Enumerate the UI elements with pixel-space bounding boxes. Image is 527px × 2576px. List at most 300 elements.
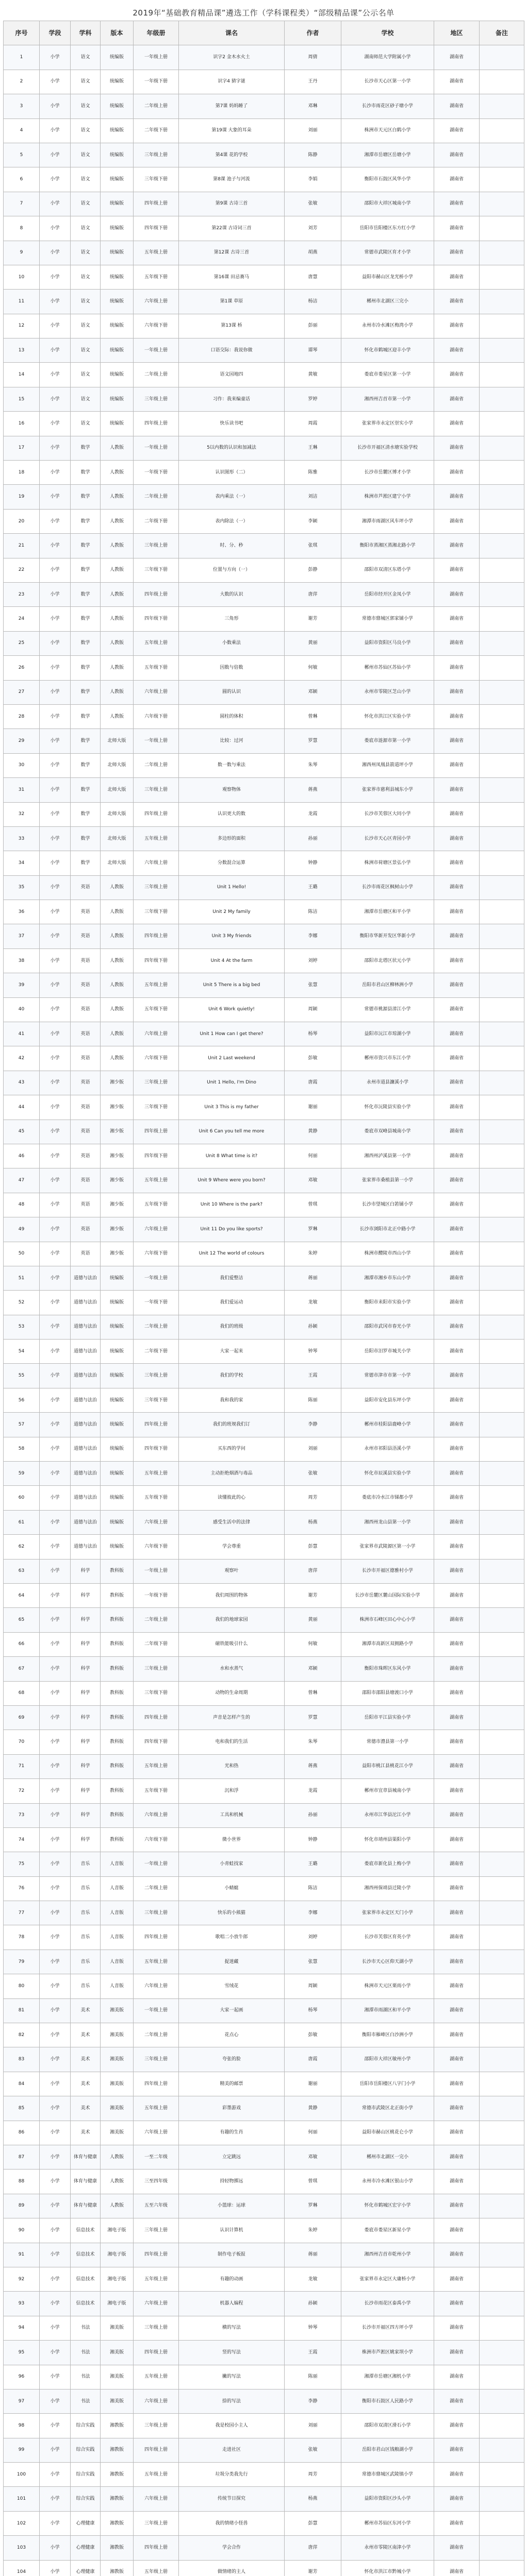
cell-note: [480, 1413, 524, 1437]
table-row: [4, 1730, 524, 1754]
cell-region: 湖南省: [434, 826, 480, 851]
cell-author: 朱婷: [285, 2218, 341, 2243]
cell-region: 湖南省: [434, 2316, 480, 2340]
cell-author: 张敏: [285, 1462, 341, 1486]
cell-version: 统编版: [101, 1535, 134, 1559]
cell-region: 湖南省: [434, 1827, 480, 1852]
cell-school: 长沙市雨花区砂子塘小学: [341, 94, 434, 118]
cell-number: 72: [4, 1779, 40, 1803]
cell-volume: 四年级上册: [134, 1120, 179, 1144]
table-header-row: [4, 21, 524, 45]
table-row: [4, 1315, 524, 1339]
cell-lesson: 认识图形（二）: [179, 461, 285, 485]
cell-author: 邓琳: [285, 94, 341, 118]
cell-author: 周倩: [285, 45, 341, 70]
cell-lesson: 声音是怎样产生的: [179, 1705, 285, 1730]
cell-number: 100: [4, 2463, 40, 2487]
table-row: [4, 1168, 524, 1193]
cell-number: 64: [4, 1584, 40, 1608]
cell-subject: 语文: [71, 338, 101, 363]
cell-author: 唐萍: [285, 1559, 341, 1583]
cell-author: 杨琴: [285, 1022, 341, 1046]
cell-author: 孙丽: [285, 1803, 341, 1827]
cell-version: 教科版: [101, 1681, 134, 1705]
cell-lesson: 我们爱整洁: [179, 1266, 285, 1290]
cell-school: 长沙市芙蓉区育英小学: [341, 1925, 434, 1950]
cell-subject: 道德与法治: [71, 1437, 101, 1461]
cell-region: 湖南省: [434, 461, 480, 485]
cell-author: 谢芳: [285, 2560, 341, 2576]
cell-stage: 小学: [40, 924, 71, 948]
cell-lesson: 水和水蒸气: [179, 1657, 285, 1681]
cell-number: 53: [4, 1315, 40, 1339]
cell-school: 永州市零陵区南津小学: [341, 2536, 434, 2560]
cell-note: [480, 1291, 524, 1315]
cell-region: 湖南省: [434, 2096, 480, 2121]
table-row: [4, 1095, 524, 1120]
cell-school: 张家界市永定区崇实小学: [341, 412, 434, 436]
table-row: [4, 1266, 524, 1290]
cell-note: [480, 1974, 524, 1998]
cell-number: 10: [4, 265, 40, 289]
cell-subject: 道德与法治: [71, 1291, 101, 1315]
cell-subject: 书法: [71, 2365, 101, 2389]
cell-note: [480, 997, 524, 1022]
cell-lesson: 小篮球：运球: [179, 2194, 285, 2218]
cell-region: 湖南省: [434, 1559, 480, 1583]
cell-number: 70: [4, 1730, 40, 1754]
cell-volume: 二年级下册: [134, 1340, 179, 1364]
cell-subject: 科学: [71, 1584, 101, 1608]
cell-stage: 小学: [40, 192, 71, 216]
cell-volume: 一年级下册: [134, 461, 179, 485]
cell-subject: 数学: [71, 509, 101, 533]
cell-subject: 音乐: [71, 1974, 101, 1998]
cell-lesson: 认识计算机: [179, 2218, 285, 2243]
cell-lesson: 横的写法: [179, 2316, 285, 2340]
cell-volume: 四年级上册: [134, 2438, 179, 2462]
cell-lesson: 三角形: [179, 607, 285, 631]
page-title: 2019年“基础教育精品课”遴选工作（学科课程类）“部级精品课”公示名单: [133, 8, 394, 18]
cell-volume: 五年级上册: [134, 2096, 179, 2121]
cell-lesson: 我们的班级: [179, 1315, 285, 1339]
cell-note: [480, 802, 524, 826]
cell-number: 40: [4, 997, 40, 1022]
cell-stage: 小学: [40, 2023, 71, 2047]
cell-volume: 六年级下册: [134, 314, 179, 338]
cell-number: 11: [4, 290, 40, 314]
cell-stage: 小学: [40, 1998, 71, 2023]
cell-version: 统编版: [101, 1413, 134, 1437]
cell-subject: 数学: [71, 582, 101, 606]
cell-region: 湖南省: [434, 1486, 480, 1510]
cell-school: 娄底市涟源市第一小学: [341, 729, 434, 753]
cell-school: 湘西州泸溪县第一小学: [341, 1144, 434, 1168]
cell-note: [480, 826, 524, 851]
cell-lesson: Unit 12 The world of colours: [179, 1242, 285, 1266]
cell-school: 益阳市赫山区桃花仑小学: [341, 2121, 434, 2145]
cell-number: 58: [4, 1437, 40, 1461]
cell-stage: 小学: [40, 314, 71, 338]
cell-region: 湖南省: [434, 1340, 480, 1364]
cell-lesson: 工具和机械: [179, 1803, 285, 1827]
cell-number: 59: [4, 1462, 40, 1486]
table-row: [4, 412, 524, 436]
table-row: [4, 45, 524, 70]
cell-number: 36: [4, 900, 40, 924]
cell-version: 教科版: [101, 1779, 134, 1803]
cell-version: 统编版: [101, 1388, 134, 1412]
cell-school: 益阳市桃江县桃花江小学: [341, 1754, 434, 1778]
cell-region: 湖南省: [434, 1950, 480, 1974]
cell-author: 陈洁: [285, 1876, 341, 1901]
cell-author: 谢丽: [285, 1095, 341, 1120]
cell-note: [480, 290, 524, 314]
cell-author: 彭敏: [285, 1046, 341, 1071]
cell-stage: 小学: [40, 2145, 71, 2169]
cell-lesson: 因数与倍数: [179, 656, 285, 680]
cell-stage: 小学: [40, 461, 71, 485]
cell-author: 唐慧: [285, 265, 341, 289]
cell-volume: 五年级上册: [134, 2365, 179, 2389]
cell-number: 37: [4, 924, 40, 948]
cell-volume: 五年级下册: [134, 997, 179, 1022]
cell-school: 永州市零陵区芝山小学: [341, 680, 434, 704]
cell-note: [480, 94, 524, 118]
table-row: [4, 241, 524, 265]
cell-lesson: 口语交际：我说你做: [179, 338, 285, 363]
cell-lesson: 走进社区: [179, 2438, 285, 2462]
cell-number: 89: [4, 2194, 40, 2218]
cell-number: 76: [4, 1876, 40, 1901]
cell-stage: 小学: [40, 216, 71, 241]
cell-subject: 数学: [71, 656, 101, 680]
cell-note: [480, 45, 524, 70]
cell-lesson: 时、分、秒: [179, 534, 285, 558]
cell-stage: 小学: [40, 1657, 71, 1681]
cell-volume: 三年级上册: [134, 2316, 179, 2340]
cell-stage: 小学: [40, 851, 71, 875]
cell-number: 14: [4, 363, 40, 387]
cell-stage: 小学: [40, 1071, 71, 1095]
cell-version: 人音版: [101, 1852, 134, 1876]
cell-volume: 五年级上册: [134, 2560, 179, 2576]
cell-stage: 小学: [40, 534, 71, 558]
table-row: [4, 265, 524, 289]
cell-volume: 五年级上册: [134, 2463, 179, 2487]
cell-school: 娄底市双峰县城南小学: [341, 1120, 434, 1144]
cell-note: [480, 167, 524, 192]
cell-number: 44: [4, 1095, 40, 1120]
cell-version: 统编版: [101, 143, 134, 167]
table-row: [4, 2365, 524, 2389]
cell-version: 人音版: [101, 1901, 134, 1925]
cell-note: [480, 2194, 524, 2218]
cell-note: [480, 1462, 524, 1486]
cell-school: 岳阳市汨罗市城关小学: [341, 1340, 434, 1364]
cell-version: 统编版: [101, 167, 134, 192]
cell-subject: 语文: [71, 118, 101, 143]
cell-note: [480, 2511, 524, 2535]
table-row: [4, 1584, 524, 1608]
cell-version: 湘美版: [101, 2316, 134, 2340]
cell-school: 岳阳市岳阳楼区八字门小学: [341, 2072, 434, 2096]
cell-author: 朱琴: [285, 753, 341, 777]
cell-lesson: 第22课 古诗词三首: [179, 216, 285, 241]
cell-note: [480, 1437, 524, 1461]
cell-school: 岳阳市岳阳楼区东方红小学: [341, 216, 434, 241]
cell-volume: 三年级上册: [134, 534, 179, 558]
cell-region: 湖南省: [434, 2292, 480, 2316]
cell-region: 湖南省: [434, 1998, 480, 2023]
cell-number: 86: [4, 2121, 40, 2145]
cell-volume: 六年级上册: [134, 1974, 179, 1998]
cell-region: 湖南省: [434, 900, 480, 924]
cell-note: [480, 851, 524, 875]
cell-school: 湘潭市高新区双拥路小学: [341, 1632, 434, 1656]
cell-author: 周霞: [285, 412, 341, 436]
cell-lesson: Unit 4 At the farm: [179, 948, 285, 973]
cell-volume: 二年级上册: [134, 94, 179, 118]
table-row: [4, 2170, 524, 2194]
cell-stage: 小学: [40, 2414, 71, 2438]
cell-volume: 三年级上册: [134, 2511, 179, 2535]
cell-school: 株洲市荷塘区景弘小学: [341, 851, 434, 875]
table-row: [4, 1291, 524, 1315]
cell-note: [480, 1486, 524, 1510]
cell-lesson: 我们爱运动: [179, 1291, 285, 1315]
cell-note: [480, 1535, 524, 1559]
table-row: [4, 1437, 524, 1461]
cell-subject: 美术: [71, 2023, 101, 2047]
cell-region: 湖南省: [434, 1071, 480, 1095]
cell-note: [480, 363, 524, 387]
table-row: [4, 1071, 524, 1095]
cell-version: 教科版: [101, 1803, 134, 1827]
cell-note: [480, 265, 524, 289]
cell-lesson: 比较：过河: [179, 729, 285, 753]
cell-school: 邵阳市大祥区城南小学: [341, 192, 434, 216]
cell-volume: 二年级下册: [134, 118, 179, 143]
cell-version: 人教版: [101, 680, 134, 704]
cell-volume: 一年级上册: [134, 729, 179, 753]
cell-lesson: 大数的认识: [179, 582, 285, 606]
cell-school: 郴州市北湖区三完小: [341, 290, 434, 314]
cell-number: 7: [4, 192, 40, 216]
cell-note: [480, 1022, 524, 1046]
cell-school: 岳阳市君山区钱粮湖小学: [341, 2438, 434, 2462]
cell-stage: 小学: [40, 1681, 71, 1705]
table-row: [4, 778, 524, 802]
cell-subject: 数学: [71, 729, 101, 753]
cell-lesson: 微小世界: [179, 1827, 285, 1852]
cell-volume: 四年级上册: [134, 2243, 179, 2267]
cell-note: [480, 2145, 524, 2169]
cell-school: 岳阳市君山区柳林洲小学: [341, 973, 434, 997]
cell-version: 人音版: [101, 1876, 134, 1901]
cell-note: [480, 314, 524, 338]
cell-lesson: 大家一起画: [179, 1998, 285, 2023]
cell-region: 湖南省: [434, 2438, 480, 2462]
cell-volume: 四年级下册: [134, 607, 179, 631]
cell-region: 湖南省: [434, 607, 480, 631]
cell-volume: 六年级下册: [134, 704, 179, 728]
cell-subject: 美术: [71, 1998, 101, 2023]
cell-note: [480, 656, 524, 680]
cell-subject: 美术: [71, 2121, 101, 2145]
cell-region: 湖南省: [434, 997, 480, 1022]
cell-note: [480, 1608, 524, 1632]
table-row: [4, 802, 524, 826]
cell-subject: 语文: [71, 412, 101, 436]
cell-number: 73: [4, 1803, 40, 1827]
cell-author: 陈洁: [285, 900, 341, 924]
cell-number: 82: [4, 2023, 40, 2047]
cell-school: 益阳市资阳区马良小学: [341, 631, 434, 655]
cell-lesson: 捺的写法: [179, 2389, 285, 2413]
cell-region: 湖南省: [434, 729, 480, 753]
cell-volume: 五年级下册: [134, 1779, 179, 1803]
cell-subject: 数学: [71, 461, 101, 485]
cell-note: [480, 534, 524, 558]
table-row: [4, 143, 524, 167]
cell-lesson: 歌唱二小放牛郎: [179, 1925, 285, 1950]
table-row: [4, 167, 524, 192]
cell-author: 王璐: [285, 875, 341, 900]
cell-note: [480, 2341, 524, 2365]
table-row: [4, 2047, 524, 2072]
cell-subject: 道德与法治: [71, 1535, 101, 1559]
cell-lesson: 垃圾分类我先行: [179, 2463, 285, 2487]
cell-subject: 体育与健康: [71, 2145, 101, 2169]
cell-version: 教科版: [101, 1559, 134, 1583]
cell-number: 39: [4, 973, 40, 997]
cell-school: 长沙市雨花区枫树山小学: [341, 875, 434, 900]
cell-school: 常德市桃源县漳江小学: [341, 997, 434, 1022]
cell-volume: 三年级下册: [134, 558, 179, 582]
cell-author: 邓颖: [285, 680, 341, 704]
cell-subject: 数学: [71, 802, 101, 826]
cell-volume: 六年级上册: [134, 2487, 179, 2511]
cell-stage: 小学: [40, 2072, 71, 2096]
cell-region: 湖南省: [434, 1046, 480, 1071]
cell-stage: 小学: [40, 1705, 71, 1730]
table-row: [4, 2511, 524, 2535]
cell-author: 孙颖: [285, 2292, 341, 2316]
cell-lesson: 有趣的动画: [179, 2267, 285, 2291]
cell-stage: 小学: [40, 1925, 71, 1950]
cell-region: 湖南省: [434, 704, 480, 728]
cell-school: 郴州市北湖区一完小: [341, 2145, 434, 2169]
cell-school: 郴州市苏仙区苏仙小学: [341, 656, 434, 680]
cell-school: 郴州市桂阳县鹿峰小学: [341, 1413, 434, 1437]
cell-stage: 小学: [40, 94, 71, 118]
cell-volume: 二年级上册: [134, 753, 179, 777]
cell-region: 湖南省: [434, 1193, 480, 1217]
cell-version: 人教版: [101, 534, 134, 558]
cell-stage: 小学: [40, 582, 71, 606]
cell-subject: 数学: [71, 558, 101, 582]
cell-author: 李静: [285, 1413, 341, 1437]
cell-version: 人教版: [101, 900, 134, 924]
cell-lesson: 持轻物掷远: [179, 2170, 285, 2194]
cell-version: 人教版: [101, 997, 134, 1022]
cell-school: 湘潭市岳塘区湘机小学: [341, 2365, 434, 2389]
cell-volume: 五年级下册: [134, 1193, 179, 1217]
cell-version: 湘教版: [101, 2463, 134, 2487]
cell-author: 罗婷: [285, 387, 341, 411]
cell-note: [480, 1144, 524, 1168]
cell-version: 北师大版: [101, 729, 134, 753]
cell-subject: 英语: [71, 1046, 101, 1071]
cell-stage: 小学: [40, 2463, 71, 2487]
table-row: [4, 1974, 524, 1998]
cell-lesson: 感受生活中的法律: [179, 1510, 285, 1534]
cell-version: 湘美版: [101, 2023, 134, 2047]
cell-region: 湖南省: [434, 2341, 480, 2365]
cell-lesson: Unit 2 My family: [179, 900, 285, 924]
cell-author: 王丹: [285, 70, 341, 94]
cell-lesson: 语文园地四: [179, 363, 285, 387]
cell-number: 26: [4, 656, 40, 680]
cell-school: 衡阳市石鼓区风华小学: [341, 167, 434, 192]
cell-lesson: 我们的班规我们订: [179, 1413, 285, 1437]
cell-school: 长沙市雨花区泰禹小学: [341, 2292, 434, 2316]
cell-author: 李颖: [285, 509, 341, 533]
cell-lesson: 学会尊重: [179, 1535, 285, 1559]
cell-region: 湖南省: [434, 143, 480, 167]
cell-region: 湖南省: [434, 2121, 480, 2145]
cell-volume: 二年级上册: [134, 1608, 179, 1632]
cell-region: 湖南省: [434, 948, 480, 973]
cell-stage: 小学: [40, 241, 71, 265]
cell-version: 北师大版: [101, 753, 134, 777]
cell-version: 人教版: [101, 607, 134, 631]
cell-author: 谢丽: [285, 2072, 341, 2096]
cell-school: 永州市道县濂溪小学: [341, 1071, 434, 1095]
cell-stage: 小学: [40, 412, 71, 436]
cell-stage: 小学: [40, 1364, 71, 1388]
cell-author: 张慧: [285, 1950, 341, 1974]
cell-region: 湖南省: [434, 1413, 480, 1437]
cell-stage: 小学: [40, 1120, 71, 1144]
cell-lesson: 表内乘法（一）: [179, 485, 285, 509]
cell-stage: 小学: [40, 1315, 71, 1339]
cell-number: 61: [4, 1510, 40, 1534]
cell-author: 罗慧: [285, 729, 341, 753]
cell-volume: 五年级上册: [134, 241, 179, 265]
cell-version: 人音版: [101, 1974, 134, 1998]
cell-number: 28: [4, 704, 40, 728]
cell-stage: 小学: [40, 1413, 71, 1437]
cell-subject: 心理健康: [71, 2560, 101, 2576]
cell-author: 刘芳: [285, 216, 341, 241]
cell-author: 刘洁: [285, 485, 341, 509]
cell-note: [480, 192, 524, 216]
cell-subject: 英语: [71, 1095, 101, 1120]
cell-author: 黄敏: [285, 363, 341, 387]
table-row: [4, 1705, 524, 1730]
cell-version: 统编版: [101, 216, 134, 241]
cell-subject: 美术: [71, 2072, 101, 2096]
cell-lesson: Unit 1 Hello, I'm Dino: [179, 1071, 285, 1095]
cell-stage: 小学: [40, 631, 71, 655]
cell-author: 邓敏: [285, 1168, 341, 1193]
cell-number: 93: [4, 2292, 40, 2316]
cell-note: [480, 1071, 524, 1095]
cell-lesson: 5以内数的认识和加减法: [179, 436, 285, 460]
table-row: [4, 1120, 524, 1144]
